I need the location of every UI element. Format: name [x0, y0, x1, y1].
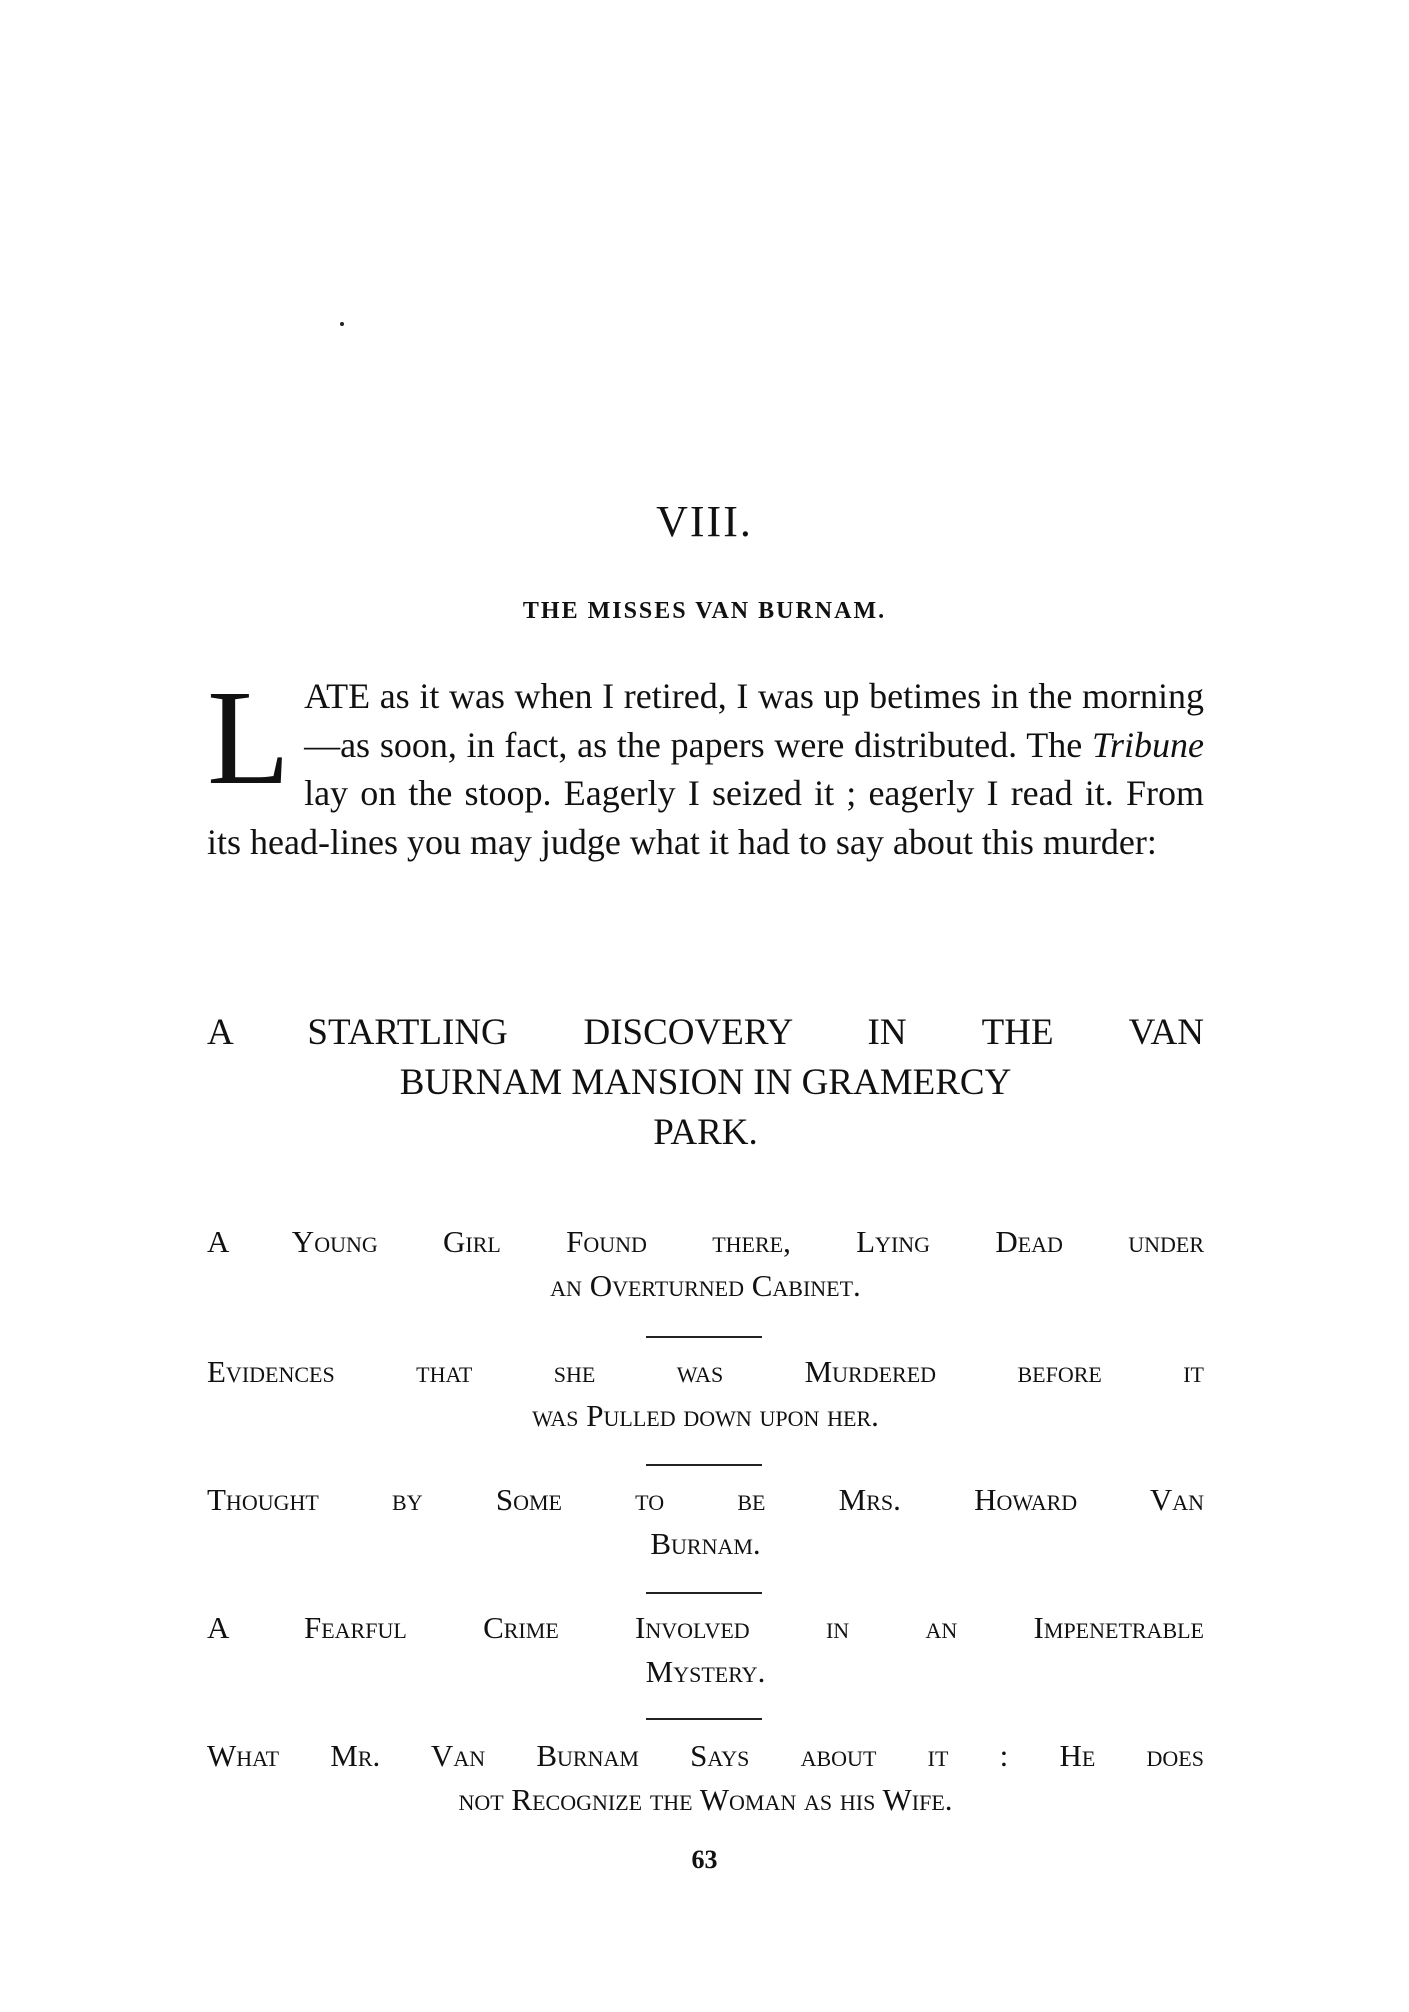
paragraph-text: as it was when I retired, I was up betimes in the morning—as soon, in fact, as the papers were distributed. The	[304, 676, 1204, 765]
subhead-1-line-1: A Young Girl Found there, Lying Dead under	[207, 1224, 1204, 1259]
divider-rule	[646, 1336, 762, 1338]
divider-rule	[646, 1718, 762, 1720]
ink-speck	[340, 322, 344, 326]
subhead-3-line-1: Thought by Some to be Mrs. Howard Van	[207, 1482, 1204, 1517]
subhead-4-line-1: A Fearful Crime Involved in an Impenetrable	[207, 1610, 1204, 1645]
first-word-rest: ATE	[304, 676, 371, 716]
chapter-title: THE MISSES VAN BURNAM.	[522, 598, 887, 624]
subhead-1-line-2: an Overturned Cabinet.	[550, 1268, 861, 1303]
main-headline	[207, 1008, 1204, 1158]
headline-line-3: PARK.	[653, 1112, 758, 1153]
subhead-5-line-1: What Mr. Van Burnam Says about it : He does	[207, 1738, 1204, 1773]
subhead-5-line-2: not Recognize the Woman as his Wife.	[458, 1782, 953, 1817]
subhead-2-line-2: was Pulled down upon her.	[532, 1398, 879, 1433]
paragraph-text-after: lay on the stoop. Eagerly I seized it ; eagerly I read it. From its head-lines you may judge what it had to say about this murder:	[207, 773, 1204, 862]
opening-paragraph	[207, 663, 1204, 866]
subhead-5	[207, 1734, 1204, 1822]
divider-rule	[646, 1592, 762, 1594]
divider-rule	[646, 1464, 762, 1466]
chapter-number: VIII.	[656, 497, 753, 546]
newspaper-name: Tribune	[1091, 724, 1204, 765]
subhead-1	[207, 1220, 1204, 1308]
subhead-3-line-2: Burnam.	[650, 1526, 761, 1561]
subhead-4-line-2: Mystery.	[645, 1654, 766, 1689]
subhead-2	[207, 1350, 1204, 1438]
drop-cap: L	[207, 663, 291, 813]
page-number: 63	[691, 1845, 718, 1874]
headline-line-2: BURNAM MANSION IN GRAMERCY	[399, 1062, 1012, 1103]
subhead-2-line-1: Evidences that she was Murdered before it	[207, 1354, 1204, 1389]
subhead-3	[207, 1478, 1204, 1566]
headline-line-1: A STARTLING DISCOVERY IN THE VAN	[207, 1012, 1204, 1053]
subhead-4	[207, 1606, 1204, 1694]
